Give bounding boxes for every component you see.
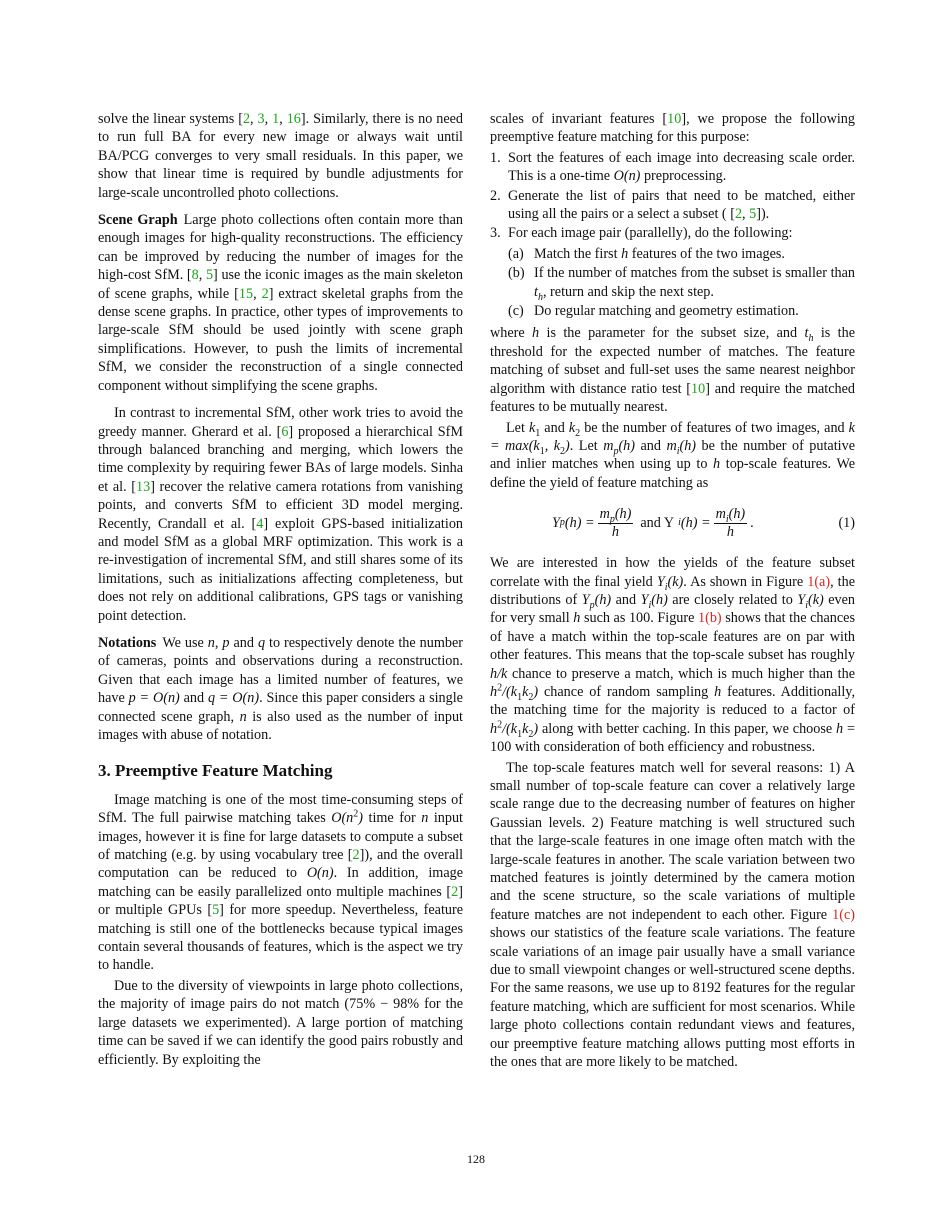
paragraph-linear-systems: solve the linear systems [2, 3, 1, 16]. Similarly, there is no need to run full BA for every new image or always wait until BA/PCG converges to very small residuals. In this paper, we show that linear time is required by bundle adjustments for large-scale uncontrolled photo collections. [98,111,464,201]
equation-1: Y p (h) = $\frac{m_p(h)}{h}$ and Y i (h) = $\frac{m_i(h)}{h}$ . (1) [552,505,855,540]
paragraph-scene-graph: Scene Graph Large photo collections often contain more than enough images for high-quality reconstructions. The efficiency can be improved by reducing the number of images for the high-cost SfM. [8, 5] use the iconic images as the main skeleton of scene graphs, while [15, 2] extract skeletal graphs from the dense scene graphs. In practice, other types of improvements to large-scale SfM should be used jointly with scene graph simplifications. However, to push the limits of incremental SfM, we consider the reconstruction of a single connected component without simplifying the scene graphs. [98,212,463,394]
list-item: 2. Generate the list of pairs that need to be matched, either using all the pairs or a select a subset ( [2, 5]). [490,187,855,223]
paragraph-viewpoint-diversity: Due to the diversity of viewpoints in large photo collections, the majority of image pairs do not match (75% − 98% for the large datasets we experimented). A large portion of matching time can be saved if we can identify the good pairs robustly and efficiently. By exploiting the [98,977,463,1068]
citation-link[interactable]: 2 [451,883,459,900]
citation-link[interactable]: 6 [281,423,289,440]
paragraph-yield-definition: Let $k_1$ and $k_2$ be the number of features of two images, and $k = \max(k_1$, $k_2$). Let $m_p(h)$ and $m_i(h)$ be the number of putative and inlier matches when using up to h top-scale features. We define the yield of feature matching as [490,419,855,491]
citation-link[interactable]: 5 [749,206,757,223]
run-in-heading: Notations [98,634,157,651]
paragraph-preemptive-intro: scales of invariant features [10], we propose the following preemptive feature matching for this purpose: [490,111,855,146]
paragraph-top-scale-reasons: The top-scale features match well for several reasons: 1) A small number of top-scale feature can cover a relatively large scale range due to the decreasing number of features on higher Gaussian levels. 2) Feature matching is well structured such that the large-scale features in one image often match with the large-scale features in another. The scale variation between two matched features is jointly determined by the camera motion and the scene structure, so the scale variations of multiple feature matches are not independent to each other. Figure 1(c) shows our statistics of the feature scale variations. The feature scale variations of an image pair usually have a small variance due to small viewpoint changes or well-structured scene depths. For the same reasons, we use up to 8192 features for the regular feature matching, which are sufficient for most scenarios. While large photo collections contain redundant views and features, our preemptive feature matching allows putting most efforts in the ones that are more likely to be matched. [490,759,855,1071]
run-in-heading: Scene Graph [98,212,178,229]
algorithm-steps [490,149,855,321]
citation-link[interactable]: 2 [261,285,269,302]
algorithm-substeps [508,245,855,321]
list-item: (b) If the number of matches from the subset is smaller than $t_h$, return and skip the next step. [508,265,855,303]
left-column [98,110,463,1078]
citation-link[interactable]: 2 [242,111,251,127]
list-item: (a) Match the first h features of the two images. [508,245,785,262]
fraction: $\frac{m_p(h)}{h}$ [599,505,632,540]
list-item: 1. Sort the features of each image into decreasing scale order. This is a one-time O(n) preprocessing. [490,149,855,185]
figure-ref-link[interactable]: 1(a) [807,573,831,590]
citation-link[interactable]: 5 [212,902,220,919]
citation-link[interactable]: 2 [734,206,743,223]
paragraph-notations: Notations We use n, p and q to respectively denote the number of cameras, points and observations during a reconstruction. Given that each image has a limited number of features, we have p = O(n) and q = O(n). Since this paper considers a single connected scene graph, n is also used as the number of input images with abuse of notation. [98,634,463,743]
paragraph-subset-parameter: where h is the parameter for the subset size, and $t_h$ is the threshold for the expected number of matches. The feature matching of subset and full-set uses the same nearest neighbor algorithm with distance ratio test [10] and require the matched features to be mutually nearest. [490,325,856,416]
list-item: (c) Do regular matching and geometry estimation. [508,303,799,320]
figure-ref-link[interactable]: 1(b) [698,610,722,627]
figure-ref-link[interactable]: 1(c) [832,906,855,923]
right-column [490,110,855,1081]
citation-link[interactable]: 5 [205,267,214,284]
citation-link[interactable]: 8 [191,267,199,284]
paragraph-image-matching: Image matching is one of the most time-consuming steps of SfM. The full pairwise matching takes $O(n^2)$ time for n input images, however it is fine for large datasets to compute a subset of matching (e.g. by using vocabulary tree [2]), and the overall computation can be reduced to O(n). In addition, image matching can be easily parallelized onto multiple machines [2] or multiple GPUs [5] for more speedup. Nevertheless, feature matching is still one of the bottlenecks because typical images contain several thousands of features, which is the aspect we try to handle. [98,791,464,974]
section-heading: 3. Preemptive Feature Matching [98,761,333,781]
citation-link[interactable]: 1 [272,111,280,127]
paragraph-yield-analysis: We are interested in how the yields of the feature subset correlate with the final yield $Y_i(k)$. As shown in Figure 1(a), the distributions of $Y_p(h)$ and $Y_i(h)$ are closely related to $Y_i(k)$ even for very small h such as 100. Figure 1(b) shows that the chances of have a match within the top-scale features are on par with other features. This means that the top-scale subset has roughly h/k chance to preserve a match, which is much higher than the $h^2/(k_1k_2)$ chance of random sampling h features. Additionally, the matching time for the majority is reduced to a factor of $h^2/(k_1k_2)$ along with better caching. In this paper, we choose h = 100 with consideration of both efficiency and robustness. [490,555,856,756]
citation-link[interactable]: 15 [238,285,254,302]
citation-link[interactable]: 13 [136,478,151,495]
list-item: 3. For each image pair (parallelly), do the following: (a) Match the first h features of the two images. (b) If the number of matches from the subset is smaller than $t_h$, return and skip the next step. (c) Do regular matching and geometry estimation. [490,225,855,320]
citation-link[interactable]: 3 [257,111,265,127]
citation-link[interactable]: 4 [256,515,264,532]
page-number: 128 [467,1152,485,1166]
equation-number: (1) [838,515,855,532]
paragraph-incremental-sfm: In contrast to incremental SfM, other work tries to avoid the greedy manner. Gherard et al. [6] proposed a hierarchical SfM through balanced branching and merging, which lowers the time complexity by requiring fewer BAs of large models. Sinha et al. [13] recover the relative camera rotations from vanishing points, and converts SfM to efficient 3D model merging. Recently, Crandall et al. [4] exploit GPS-based initialization and model SfM as a global MRF optimization. This work is a re-investigation of incremental SfM, and still shares some of its limitations, such as initializations affecting completeness, but does not rely on additional calibrations, GPS tags or vanishing point detection. [98,405,464,624]
citation-link[interactable]: 16 [286,111,301,127]
fraction: $\frac{m_i(h)}{h}$ [715,505,746,540]
citation-link[interactable]: 10 [691,380,706,397]
citation-link[interactable]: 2 [352,847,360,864]
citation-link[interactable]: 10 [667,111,682,127]
